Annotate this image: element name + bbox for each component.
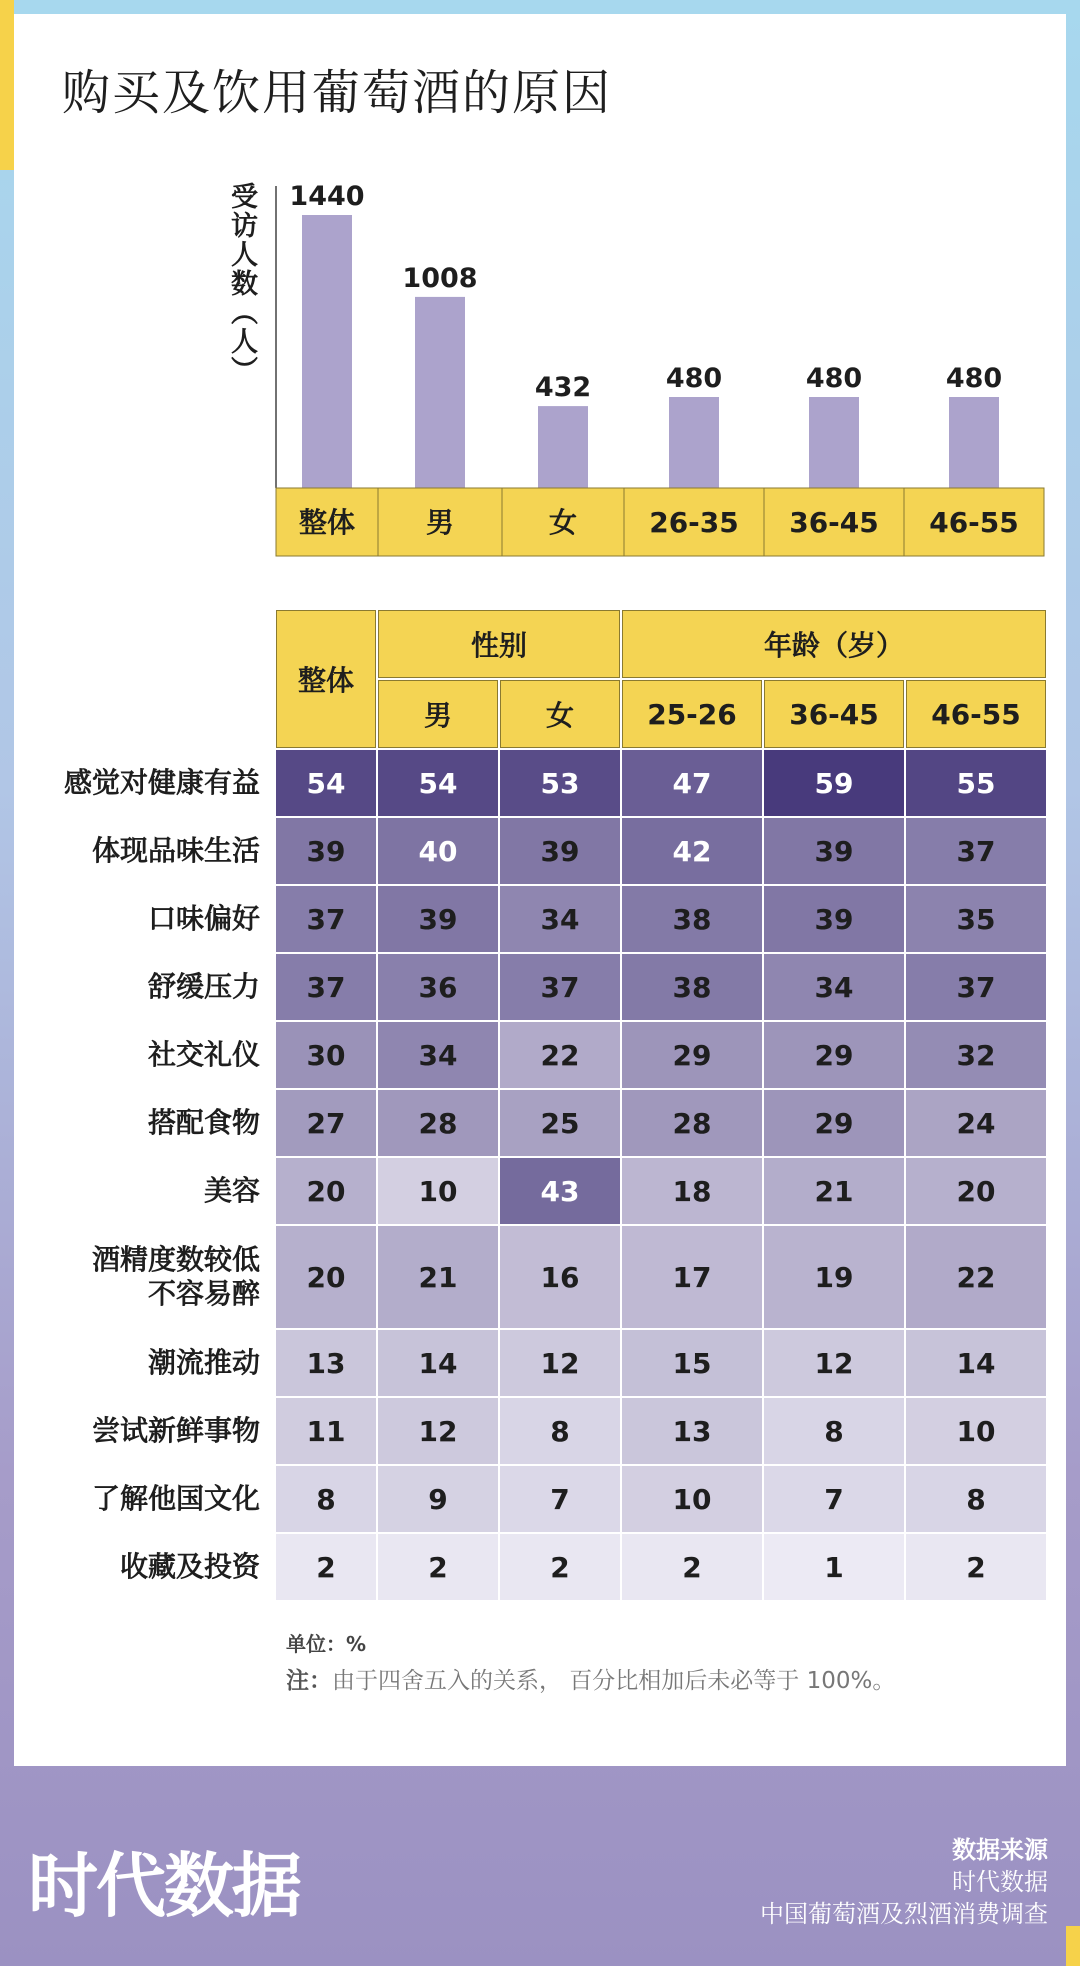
table-cell: 16 xyxy=(500,1226,620,1328)
table-cell: 37 xyxy=(276,954,376,1020)
table-cell: 39 xyxy=(500,818,620,884)
category-label: 36-45 xyxy=(789,506,879,539)
table-cell: 2 xyxy=(378,1534,498,1600)
source-line: 时代数据 xyxy=(952,1868,1048,1896)
footnote xyxy=(286,1662,895,1695)
bar xyxy=(669,397,719,488)
table-cell: 54 xyxy=(276,750,376,816)
table-cell: 53 xyxy=(500,750,620,816)
bar xyxy=(949,397,999,488)
bar xyxy=(415,297,465,488)
table-cell: 37 xyxy=(906,954,1046,1020)
table-cell: 19 xyxy=(764,1226,904,1328)
table-cell: 7 xyxy=(500,1466,620,1532)
table-cell: 21 xyxy=(764,1158,904,1224)
table-cell: 10 xyxy=(378,1158,498,1224)
table-cell: 27 xyxy=(276,1090,376,1156)
table-cell: 14 xyxy=(906,1330,1046,1396)
table-cell: 2 xyxy=(500,1534,620,1600)
table-cell: 28 xyxy=(378,1090,498,1156)
page-title: 购买及饮用葡萄酒的原因 xyxy=(62,65,613,121)
table-cell: 8 xyxy=(500,1398,620,1464)
table-cell: 39 xyxy=(276,818,376,884)
table-cell: 7 xyxy=(764,1466,904,1532)
category-label: 46-55 xyxy=(929,506,1019,539)
table-cell: 35 xyxy=(906,886,1046,952)
table-header-overall: 整体 xyxy=(276,610,376,748)
table-cell: 34 xyxy=(378,1022,498,1088)
bar-value-label: 480 xyxy=(945,363,1003,394)
table-cell: 18 xyxy=(622,1158,762,1224)
table-cell: 11 xyxy=(276,1398,376,1464)
table-cell: 37 xyxy=(906,818,1046,884)
unit-label: 单位：% xyxy=(286,1632,367,1656)
row-label: 美容 xyxy=(203,1174,260,1207)
row-label: 搭配食物 xyxy=(147,1106,260,1139)
table-cell: 38 xyxy=(622,954,762,1020)
table-cell: 20 xyxy=(906,1158,1046,1224)
row-label: 社交礼仪 xyxy=(147,1038,260,1071)
table-cell: 12 xyxy=(500,1330,620,1396)
table-cell: 8 xyxy=(764,1398,904,1464)
bar-chart xyxy=(0,0,1080,580)
table-cell: 55 xyxy=(906,750,1046,816)
table-cell: 8 xyxy=(276,1466,376,1532)
source-block xyxy=(760,1834,1048,1930)
row-label: 口味偏好 xyxy=(147,902,260,935)
row-label: 了解他国文化 xyxy=(91,1482,260,1515)
table-cell: 47 xyxy=(622,750,762,816)
bar xyxy=(538,406,588,488)
table-cell: 38 xyxy=(622,886,762,952)
table-cell: 29 xyxy=(764,1022,904,1088)
table-cell: 20 xyxy=(276,1158,376,1224)
table-cell: 13 xyxy=(276,1330,376,1396)
table-cell: 1 xyxy=(764,1534,904,1600)
bar-value-label: 480 xyxy=(805,363,863,394)
table-cell: 2 xyxy=(276,1534,376,1600)
table-cell: 39 xyxy=(378,886,498,952)
table-cell: 12 xyxy=(764,1330,904,1396)
table-cell: 25 xyxy=(500,1090,620,1156)
table-cell: 8 xyxy=(906,1466,1046,1532)
table-cell: 10 xyxy=(906,1398,1046,1464)
table-cell: 13 xyxy=(622,1398,762,1464)
bar-value-label: 1008 xyxy=(402,262,478,294)
table-cell: 42 xyxy=(622,818,762,884)
table-cell: 22 xyxy=(906,1226,1046,1328)
table-cell: 34 xyxy=(500,886,620,952)
table-subheader: 46-55 xyxy=(906,680,1046,748)
table-cell: 40 xyxy=(378,818,498,884)
table-cell: 24 xyxy=(906,1090,1046,1156)
table-cell: 20 xyxy=(276,1226,376,1328)
footnote-text: 由于四舍五入的关系， 百分比相加后未必等于 100%。 xyxy=(332,1668,896,1694)
table-header-age: 年龄（岁） xyxy=(622,610,1046,678)
bar xyxy=(302,215,352,488)
bar xyxy=(809,397,859,488)
category-label: 女 xyxy=(548,506,578,539)
row-label: 潮流推动 xyxy=(147,1346,260,1379)
table-cell: 14 xyxy=(378,1330,498,1396)
category-label: 整体 xyxy=(298,506,356,539)
table-cell: 17 xyxy=(622,1226,762,1328)
table-cell: 39 xyxy=(764,818,904,884)
bar-value-label: 1440 xyxy=(289,181,365,212)
yellow-corner xyxy=(1066,1926,1080,1966)
table-cell: 2 xyxy=(906,1534,1046,1600)
category-label: 男 xyxy=(425,506,455,539)
table-subheader: 男 xyxy=(378,680,498,748)
table-cell: 59 xyxy=(764,750,904,816)
row-label: 舒缓压力 xyxy=(147,970,260,1003)
bar-value-label: 480 xyxy=(665,363,723,394)
row-label: 体现品味生活 xyxy=(91,834,260,867)
table-cell: 39 xyxy=(764,886,904,952)
table-cell: 10 xyxy=(622,1466,762,1532)
table-subheader: 36-45 xyxy=(764,680,904,748)
category-label: 26-35 xyxy=(649,506,739,539)
row-label: 收藏及投资 xyxy=(119,1550,260,1583)
table-cell: 43 xyxy=(500,1158,620,1224)
row-label: 尝试新鲜事物 xyxy=(91,1414,260,1447)
table-cell: 36 xyxy=(378,954,498,1020)
table-cell: 15 xyxy=(622,1330,762,1396)
table-subheader: 25-26 xyxy=(622,680,762,748)
table-cell: 29 xyxy=(764,1090,904,1156)
table-cell: 30 xyxy=(276,1022,376,1088)
table-cell: 28 xyxy=(622,1090,762,1156)
table-subheader: 女 xyxy=(500,680,620,748)
table-cell: 9 xyxy=(378,1466,498,1532)
footnote-label: 注： xyxy=(286,1668,332,1694)
table-cell: 34 xyxy=(764,954,904,1020)
source-heading: 数据来源 xyxy=(952,1836,1048,1864)
brand-logo: 时代数据 xyxy=(28,1845,300,1927)
table-cell: 12 xyxy=(378,1398,498,1464)
heat-table xyxy=(276,610,1044,1600)
table-cell: 2 xyxy=(622,1534,762,1600)
row-label: 酒精度数较低 不容易醉 xyxy=(91,1243,260,1310)
row-label: 感觉对健康有益 xyxy=(63,766,260,799)
bar-value-label: 432 xyxy=(534,372,592,404)
table-cell: 21 xyxy=(378,1226,498,1328)
table-cell: 54 xyxy=(378,750,498,816)
table-cell: 37 xyxy=(500,954,620,1020)
table-cell: 32 xyxy=(906,1022,1046,1088)
table-cell: 37 xyxy=(276,886,376,952)
source-line: 中国葡萄酒及烈酒消费调查 xyxy=(760,1900,1048,1928)
bar-chart-ylabel: 受访人数（人） xyxy=(226,182,257,385)
table-header-gender: 性别 xyxy=(378,610,620,678)
table-cell: 22 xyxy=(500,1022,620,1088)
table-cell: 29 xyxy=(622,1022,762,1088)
